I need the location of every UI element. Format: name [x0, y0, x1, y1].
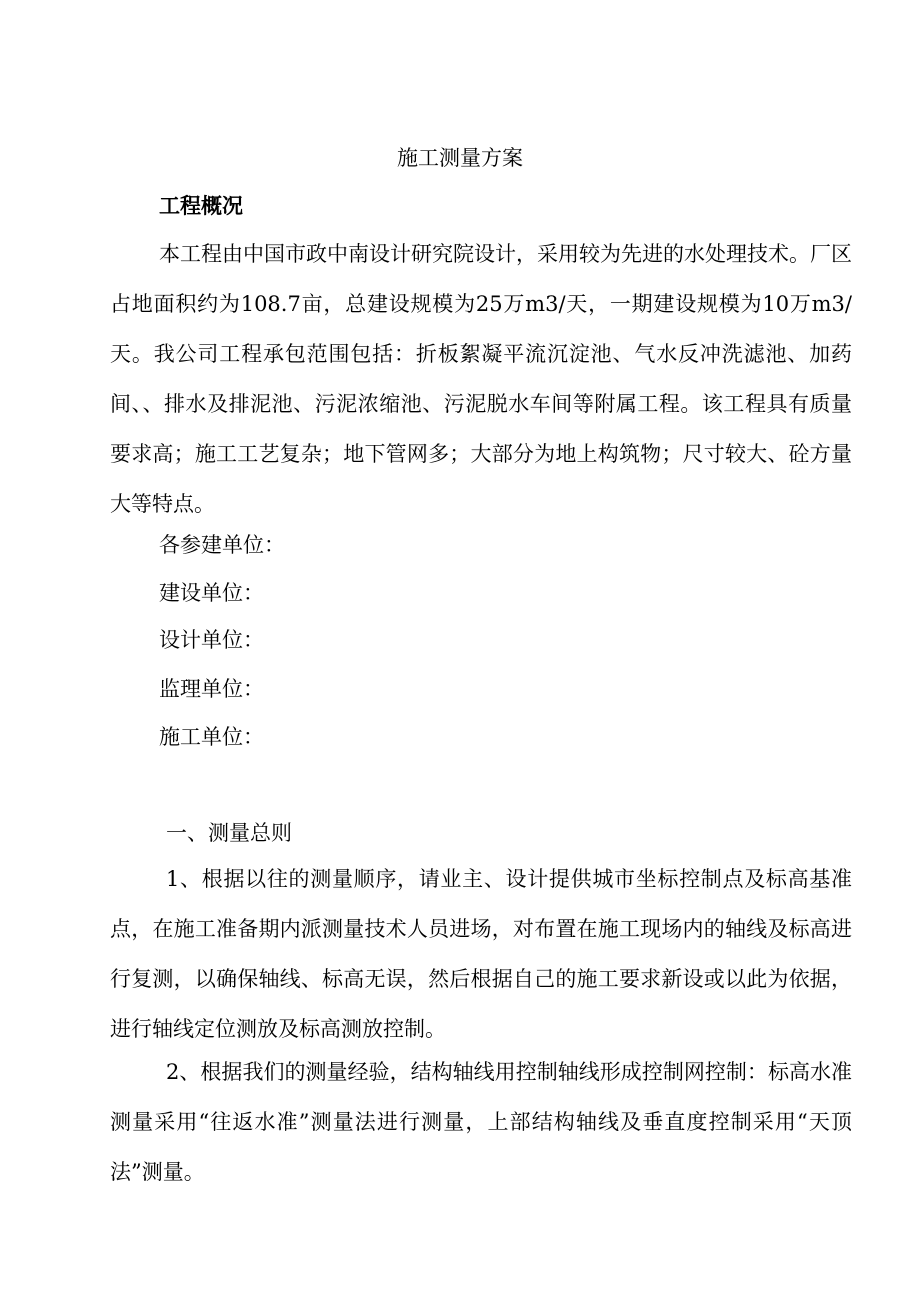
- overview-heading: 工程概况: [159, 193, 243, 218]
- overview-paragraph: 本工程由中国市政中南设计研究院设计，采用较为先进的水处理技术。厂区占地面积约为108.7亩，总建设规模为25万m3/天，一期建设规模为10万m3/天。我公司工程承包范围包括：折板絮凝平流沉淀池、气水反冲洗滤池、加药间、、排水及排泥池、污泥浓缩池、污泥脱水车间等附属工程。该工程具有质量要求高；施工工艺复杂；地下管网多；大部分为地上构筑物；尺寸较大、砼方量大等特点。: [110, 242, 852, 516]
- unit-design-label: 设计单位：: [159, 628, 264, 652]
- unit-construction-label: 建设单位：: [159, 581, 264, 605]
- section1-heading: 一、测量总则: [166, 821, 292, 845]
- unit-builder-label: 施工单位：: [159, 725, 264, 749]
- section1-item1-paragraph: 1、根据以往的测量顺序，请业主、设计提供城市坐标控制点及标高基准点，在施工准备期内派测量技术人员进场，对布置在施工现场内的轴线及标高进行复测，以确保轴线、标高无误，然后根据自己的施工要求新设或以此为依据，进行轴线定位测放及标高测放控制。: [110, 867, 852, 1041]
- units-heading: 各参建单位：: [159, 533, 285, 557]
- unit-supervision-label: 监理单位：: [159, 677, 264, 701]
- document-title: 施工测量方案: [397, 146, 523, 170]
- section1-item2-paragraph: 2、根据我们的测量经验，结构轴线用控制轴线形成控制网控制：标高水准测量采用“往返水准”测量法进行测量，上部结构轴线及垂直度控制采用“天顶法”测量。: [110, 1060, 852, 1184]
